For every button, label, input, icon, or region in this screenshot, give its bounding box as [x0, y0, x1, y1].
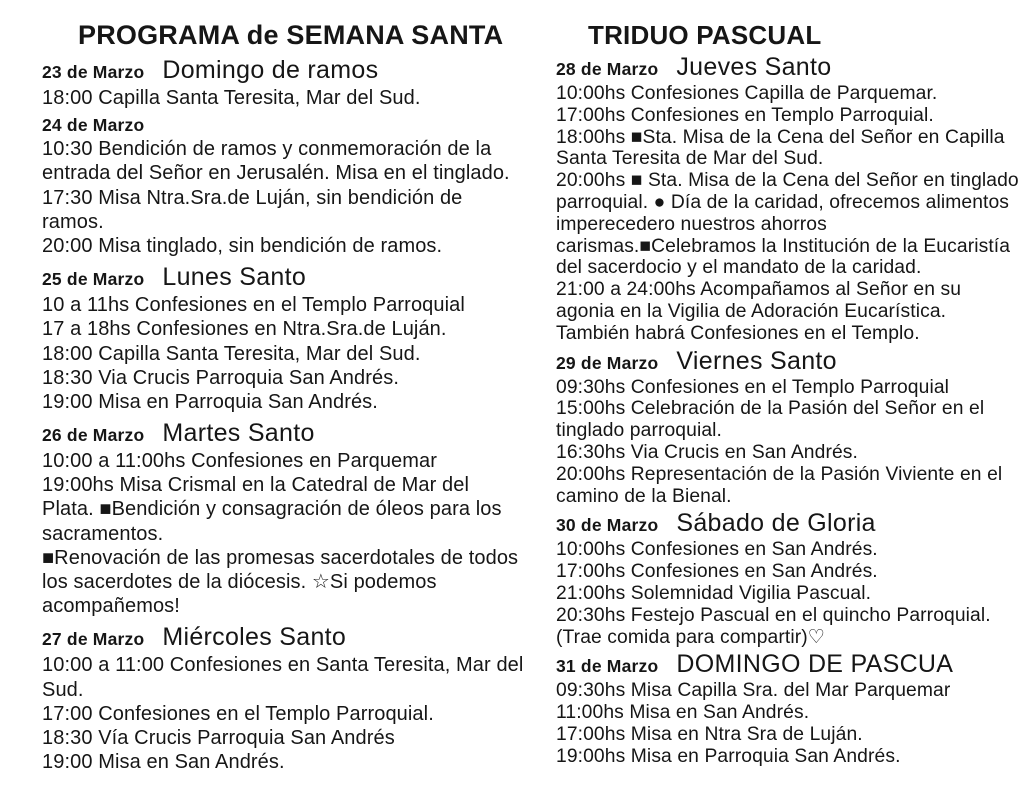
event-line: 17:00hs Confesiones en Templo Parroquial.	[556, 104, 934, 126]
day-heading-row	[42, 115, 524, 136]
day-section	[42, 419, 524, 618]
event-line: 10:00 a 11:00hs Confesiones en Parquemar	[42, 450, 438, 473]
event-line: 15:00hs Celebración de la Pasión del Señor en el tinglado parroquial.	[556, 398, 985, 442]
event-line: 21:00hs Solemnidad Vigilia Pascual.	[556, 582, 872, 604]
day-heading-row	[556, 53, 1024, 82]
day-section	[42, 263, 524, 414]
event-line: 20:00 Misa tinglado, sin bendición de ramos.	[42, 234, 443, 257]
event-line: 16:30hs Via Crucis en San Andrés.	[556, 441, 858, 463]
section-date: 25 de Marzo	[42, 269, 145, 290]
event-line: 18:30 Via Crucis Parroquia San Andrés.	[42, 366, 399, 389]
event-line: 18:00 Capilla Santa Teresita, Mar del Sud.	[42, 87, 421, 109]
day-heading-row	[556, 509, 1024, 538]
event-line: ■Renovación de las promesas sacerdotales de todos los sacerdotes de la diócesis. ☆Si podemos acompañemos!	[42, 546, 519, 618]
section-day-title: Lunes Santo	[162, 263, 307, 292]
event-line: 10:30 Bendición de ramos y conmemoración de la entrada del Señor en Jerusalén. Misa en el tinglado.	[42, 138, 510, 185]
day-section	[556, 509, 1024, 648]
section-date: 30 de Marzo	[556, 515, 659, 536]
right-column-title: TRIDUO PASCUAL	[588, 20, 822, 50]
event-line: 18:00 Capilla Santa Teresita, Mar del Sud.	[42, 342, 421, 365]
event-line: 20:00hs ■ Sta. Misa de la Cena del Señor en tinglado parroquial. ● Día de la caridad, ofrecemos alimentos imperecedero nuestros ahorros carismas.■Celebramos la Institución de la Eucaristía del sacerdocio y el mandato de la caridad.	[556, 170, 1019, 279]
section-day-title: DOMINGO DE PASCUA	[676, 650, 954, 679]
event-line: 19:00hs Misa Crismal en la Catedral de Mar del Plata. ■Bendición y consagración de óleos para los sacramentos.	[42, 474, 502, 545]
event-line: 10:00hs Confesiones Capilla de Parquemar.	[556, 83, 938, 104]
section-day-title: Viernes Santo	[676, 346, 837, 375]
event-line: 17:30 Misa Ntra.Sra.de Luján, sin bendición de ramos.	[42, 186, 463, 233]
day-heading-row	[42, 56, 524, 85]
section-day-title: Domingo de ramos	[162, 56, 379, 84]
section-day-title: Sábado de Gloria	[676, 509, 876, 538]
section-date: 27 de Marzo	[42, 629, 145, 650]
event-line: 20:30hs Festejo Pascual en el quincho Parroquial. (Trae comida para compartir)♡	[556, 604, 991, 648]
event-line: 18:00hs ■Sta. Misa de la Cena del Señor en Capilla Santa Teresita de Mar del Sud.	[556, 126, 1005, 170]
day-heading-row	[556, 650, 1024, 679]
event-line: 19:00hs Misa en Parroquia San Andrés.	[556, 745, 901, 767]
day-section	[42, 623, 524, 774]
event-line: 17 a 18hs Confesiones en Ntra.Sra.de Luján.	[42, 318, 447, 341]
section-date: 26 de Marzo	[42, 425, 145, 446]
left-sections-container	[42, 56, 524, 774]
event-line: 17:00hs Misa en Ntra Sra de Luján.	[556, 723, 863, 745]
left-column-title: PROGRAMA de SEMANA SANTA	[78, 20, 504, 50]
right-column-triduo-pascual	[556, 20, 1024, 768]
left-column-semana-santa	[42, 20, 524, 774]
event-line: 18:30 Vía Crucis Parroquia San Andrés	[42, 726, 395, 749]
day-heading-row	[42, 263, 524, 292]
section-day-title: Miércoles Santo	[162, 623, 347, 652]
day-section	[556, 650, 1024, 767]
section-date: 29 de Marzo	[556, 352, 659, 373]
day-section	[556, 53, 1024, 345]
day-heading-row	[42, 419, 524, 448]
right-sections-container	[556, 53, 1024, 768]
event-line: 10:00hs Confesiones en San Andrés.	[556, 539, 878, 561]
event-line: 17:00hs Confesiones en San Andrés.	[556, 561, 878, 583]
section-date: 24 de Marzo	[42, 115, 145, 136]
event-line: 09:30hs Confesiones en el Templo Parroquial	[556, 376, 950, 398]
day-heading-row	[556, 347, 1024, 376]
event-line: 21:00 a 24:00hs Acompañamos al Señor en su agonia en la Vigilia de Adoración Eucarística. También habrá Confesiones en el Templo.	[556, 279, 962, 344]
section-day-title: Martes Santo	[162, 419, 315, 448]
section-day-title: Jueves Santo	[676, 53, 832, 81]
event-line: 11:00hs Misa en San Andrés.	[556, 702, 810, 724]
day-heading-row	[42, 623, 524, 652]
section-date: 31 de Marzo	[556, 656, 659, 677]
event-line: 09:30hs Misa Capilla Sra. del Mar Parquemar	[556, 680, 951, 702]
event-line: 19:00 Misa en Parroquia San Andrés.	[42, 390, 378, 413]
day-section	[556, 347, 1024, 508]
event-line: 19:00 Misa en San Andrés.	[42, 751, 285, 774]
section-date: 23 de Marzo	[42, 62, 145, 82]
event-line: 10:00 a 11:00 Confesiones en Santa Teresita, Mar del Sud.	[42, 654, 524, 701]
day-section	[42, 56, 524, 110]
event-line: 10 a 11hs Confesiones en el Templo Parroquial	[42, 294, 465, 317]
day-section	[42, 115, 524, 258]
event-line: 17:00 Confesiones en el Templo Parroquial.	[42, 702, 434, 725]
event-line: 20:00hs Representación de la Pasión Viviente en el camino de la Bienal.	[556, 463, 1003, 507]
section-date: 28 de Marzo	[556, 59, 659, 79]
